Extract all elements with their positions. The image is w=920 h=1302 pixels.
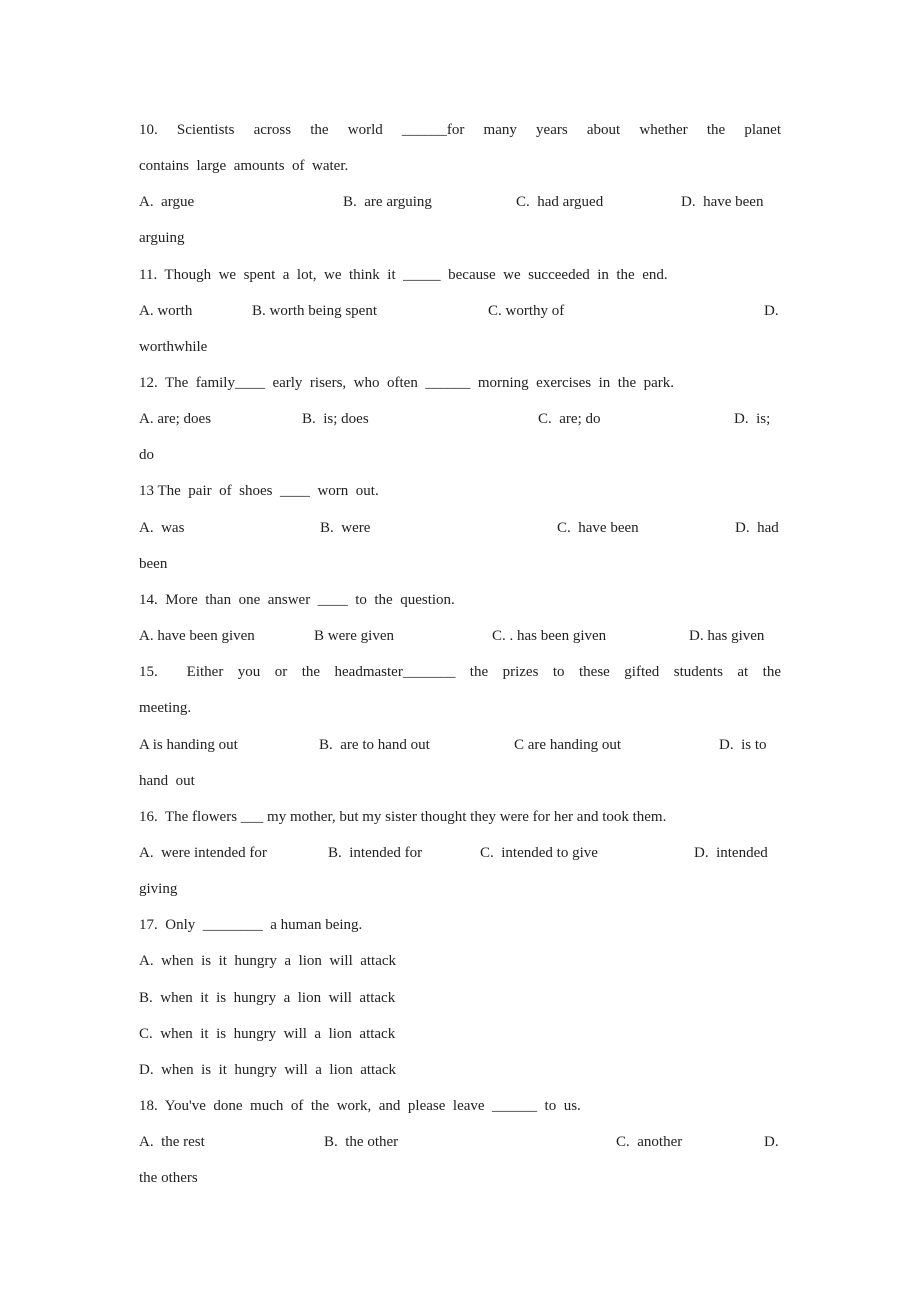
question-stem: 11. Though we spent a lot, we think it _____ because we succeeded in the end.	[139, 267, 668, 283]
question-stem: 10. Scientists across the world ______for many years about whether the planet	[139, 122, 781, 138]
question-stem: 17. Only ________ a human being.	[139, 917, 363, 933]
answer-option: D.	[764, 1134, 779, 1150]
answer-option: A. the rest	[139, 1134, 205, 1150]
answer-option: C. . has been given	[492, 628, 607, 644]
answer-option: A. when is it hungry a lion will attack	[139, 953, 397, 969]
answer-option: B. were	[320, 520, 371, 536]
answer-option: B. is; does	[302, 411, 369, 427]
answer-option: B were given	[314, 628, 394, 644]
answer-option: B. intended for	[328, 845, 423, 861]
question-stem: 18. You've done much of the work, and please leave ______ to us.	[139, 1098, 581, 1114]
answer-option: A. was	[139, 520, 185, 536]
answer-option: D. is to	[719, 737, 767, 753]
answer-option: C. had argued	[516, 194, 604, 210]
answer-option-continuation: been	[139, 556, 168, 572]
answer-option: D. had	[735, 520, 779, 536]
answer-option: B. are to hand out	[319, 737, 430, 753]
answer-option: C. are; do	[538, 411, 601, 427]
answer-option: C are handing out	[514, 737, 622, 753]
answer-option: C. worthy of	[488, 303, 565, 319]
answer-option: D. intended	[694, 845, 768, 861]
answer-option: A. worth	[139, 303, 193, 319]
answer-option: A is handing out	[139, 737, 238, 753]
answer-option: B. the other	[324, 1134, 399, 1150]
answer-option-continuation: hand out	[139, 773, 195, 789]
answer-option: A. were intended for	[139, 845, 267, 861]
question-stem: meeting.	[139, 700, 192, 716]
answer-option: B. are arguing	[343, 194, 432, 210]
question-stem: 12. The family____ early risers, who often ______ morning exercises in the park.	[139, 375, 675, 391]
answer-option: D. is;	[734, 411, 771, 427]
question-stem: contains large amounts of water.	[139, 158, 349, 174]
answer-option-continuation: giving	[139, 881, 178, 897]
answer-option: C. intended to give	[480, 845, 598, 861]
answer-option-continuation: worthwhile	[139, 339, 208, 355]
answer-option-continuation: the others	[139, 1170, 198, 1186]
answer-option: C. another	[616, 1134, 683, 1150]
question-stem: 14. More than one answer ____ to the question.	[139, 592, 455, 608]
answer-option: B. when it is hungry a lion will attack	[139, 990, 396, 1006]
answer-option: D. have been	[681, 194, 764, 210]
answer-option: A. argue	[139, 194, 195, 210]
answer-option: A. are; does	[139, 411, 212, 427]
answer-option: C. have been	[557, 520, 639, 536]
question-stem: 15. Either you or the headmaster_______ the prizes to these gifted students at the	[139, 664, 781, 680]
answer-option-continuation: arguing	[139, 230, 185, 246]
question-stem: 16. The flowers ___ my mother, but my sister thought they were for her and took them.	[139, 809, 667, 825]
answer-option: D. when is it hungry will a lion attack	[139, 1062, 397, 1078]
answer-option: C. when it is hungry will a lion attack	[139, 1026, 396, 1042]
answer-option: D.	[764, 303, 779, 319]
question-stem: 13 The pair of shoes ____ worn out.	[139, 483, 379, 499]
answer-option: B. worth being spent	[252, 303, 377, 319]
answer-option: A. have been given	[139, 628, 255, 644]
answer-option-continuation: do	[139, 447, 154, 463]
answer-option: D. has given	[689, 628, 765, 644]
